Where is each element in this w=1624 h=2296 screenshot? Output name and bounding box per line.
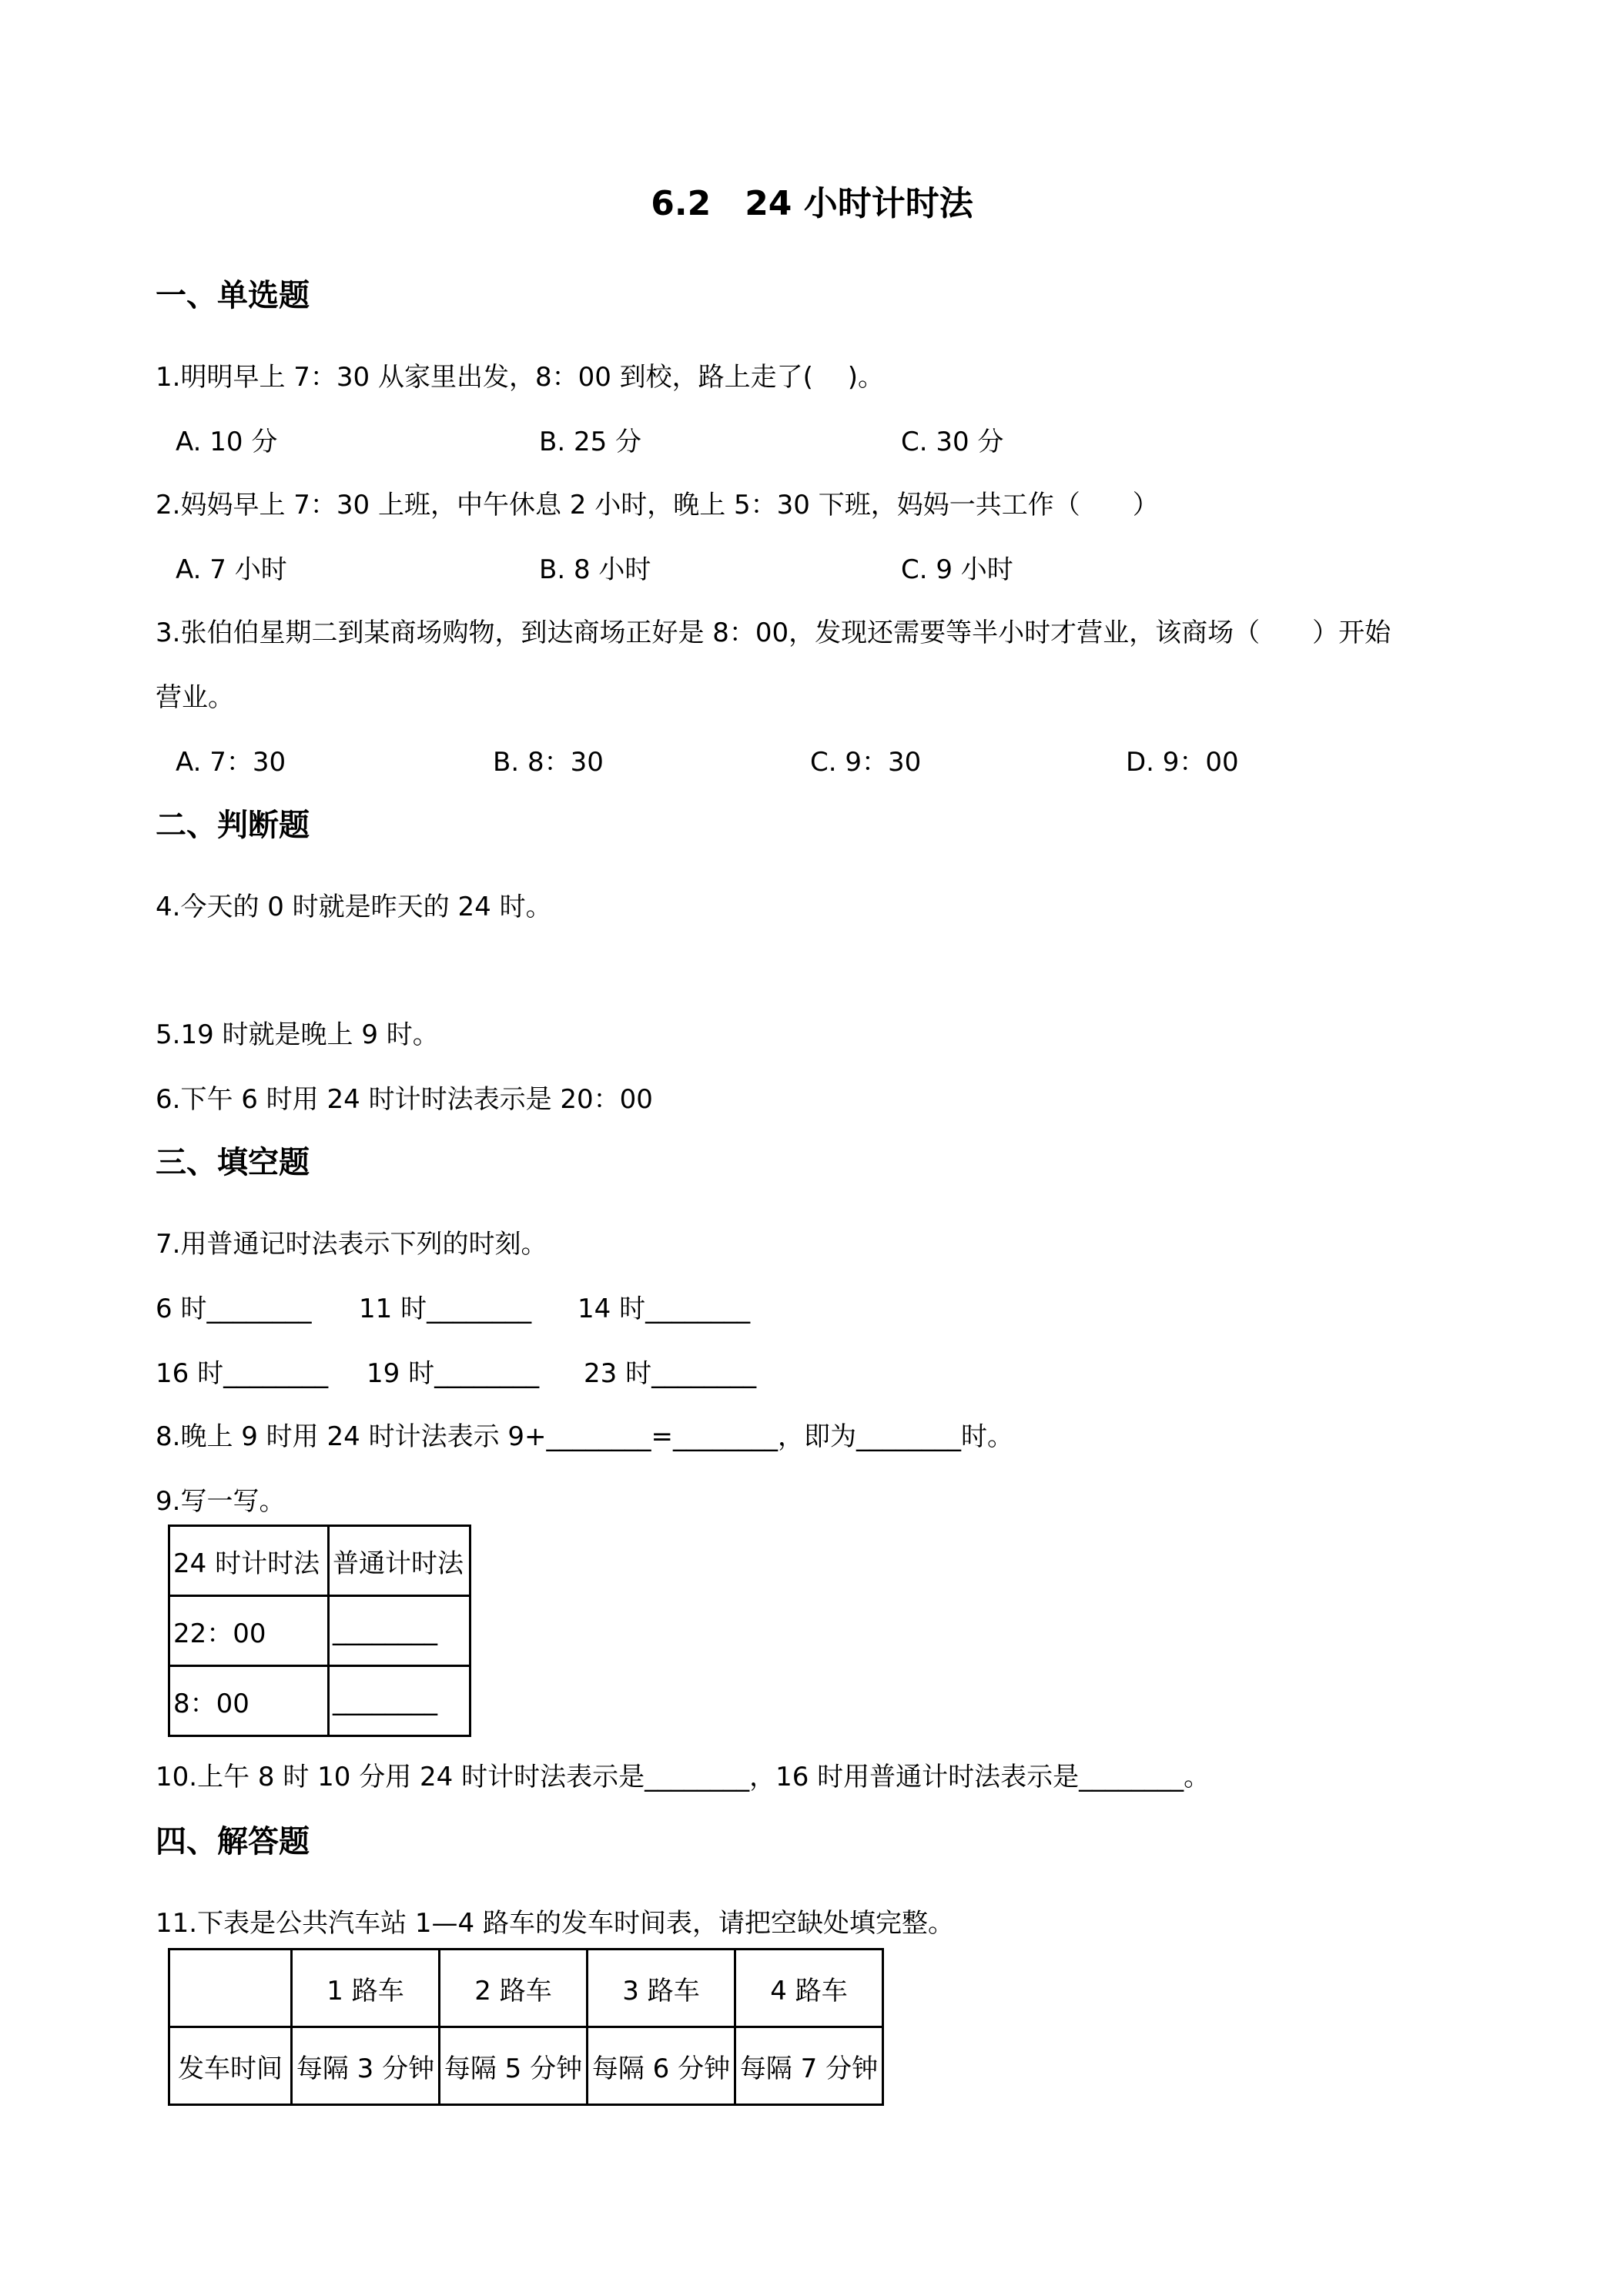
q7-blank-11: 11 时________ xyxy=(359,1294,532,1324)
q11-row-label: 发车时间 xyxy=(169,2027,292,2105)
q3-option-b: B. 8：30 xyxy=(493,747,604,778)
q2-option-c: C. 9 小时 xyxy=(901,554,1013,585)
q3-option-c: C. 9：30 xyxy=(810,747,922,778)
question-11: 11.下表是公共汽车站 1—4 路车的发车时间表，请把空缺处填完整。 xyxy=(156,1908,954,1939)
section-heading-fill-in: 三、填空题 xyxy=(156,1145,310,1180)
question-4: 4.今天的 0 时就是昨天的 24 时。 xyxy=(156,892,552,922)
table-row xyxy=(169,1526,470,1596)
q11-header-route-3: 3 路车 xyxy=(588,1950,735,2027)
question-3-line-2: 营业。 xyxy=(156,682,234,713)
question-9: 9.写一写。 xyxy=(156,1486,286,1517)
q9-cell-time: 8：00 xyxy=(169,1666,329,1736)
q7-blank-14: 14 时________ xyxy=(578,1294,751,1324)
question-6: 6.下午 6 时用 24 时计时法表示是 20：00 xyxy=(156,1084,653,1115)
q1-option-a: A. 10 分 xyxy=(176,427,278,457)
q9-header-24h: 24 时计时法 xyxy=(169,1526,329,1596)
q2-option-b: B. 8 小时 xyxy=(539,554,651,585)
q9-cell-blank: ________ xyxy=(329,1596,470,1666)
q7-blank-23: 23 时________ xyxy=(584,1358,757,1389)
q11-bus-table xyxy=(168,1948,884,2106)
question-1: 1.明明早上 7：30 从家里出发，8：00 到校，路上走了( )。 xyxy=(156,362,884,393)
q2-option-a: A. 7 小时 xyxy=(176,554,287,585)
q11-cell-route-2: 每隔 5 分钟 xyxy=(440,2027,588,2105)
q1-option-b: B. 25 分 xyxy=(539,427,642,457)
q11-cell-route-1: 每隔 3 分钟 xyxy=(292,2027,440,2105)
q11-cell-route-3: 每隔 6 分钟 xyxy=(588,2027,735,2105)
section-heading-single-choice: 一、单选题 xyxy=(156,278,310,313)
q3-option-a: A. 7：30 xyxy=(176,747,286,778)
question-3-line-1: 3.张伯伯星期二到某商场购物，到达商场正好是 8：00，发现还需要等半小时才营业，该商场（ ）开始 xyxy=(156,618,1391,648)
q11-header-route-1: 1 路车 xyxy=(292,1950,440,2027)
q1-option-c: C. 30 分 xyxy=(901,427,1004,457)
table-row xyxy=(169,1950,883,2027)
q7-blank-16: 16 时________ xyxy=(156,1358,329,1389)
q9-table xyxy=(168,1525,471,1737)
question-7: 7.用普通记时法表示下列的时刻。 xyxy=(156,1229,547,1260)
q7-blank-19: 19 时________ xyxy=(367,1358,540,1389)
question-5: 5.19 时就是晚上 9 时。 xyxy=(156,1019,439,1050)
question-8: 8.晚上 9 时用 24 时计法表示 9+________=________，即为________时。 xyxy=(156,1421,1013,1452)
section-heading-solve: 四、解答题 xyxy=(156,1824,310,1859)
q11-header-route-2: 2 路车 xyxy=(440,1950,588,2027)
question-10: 10.上午 8 时 10 分用 24 时计时法表示是________，16 时用普通计时法表示是________。 xyxy=(156,1762,1210,1792)
page-title: 6.2 24 小时计时法 xyxy=(651,184,973,223)
section-heading-true-false: 二、判断题 xyxy=(156,808,310,843)
table-row xyxy=(169,2027,883,2105)
q9-cell-time: 22：00 xyxy=(169,1596,329,1666)
q9-header-12h: 普通计时法 xyxy=(329,1526,470,1596)
q7-blank-6: 6 时________ xyxy=(156,1294,312,1324)
table-row xyxy=(169,1596,470,1666)
q11-cell-route-4: 每隔 7 分钟 xyxy=(735,2027,883,2105)
q11-header-empty xyxy=(169,1950,292,2027)
question-2: 2.妈妈早上 7：30 上班，中午休息 2 小时，晚上 5：30 下班，妈妈一共工作（ ） xyxy=(156,490,1159,520)
table-row xyxy=(169,1666,470,1736)
q3-option-d: D. 9：00 xyxy=(1126,747,1239,778)
q11-header-route-4: 4 路车 xyxy=(735,1950,883,2027)
q9-cell-blank: ________ xyxy=(329,1666,470,1736)
